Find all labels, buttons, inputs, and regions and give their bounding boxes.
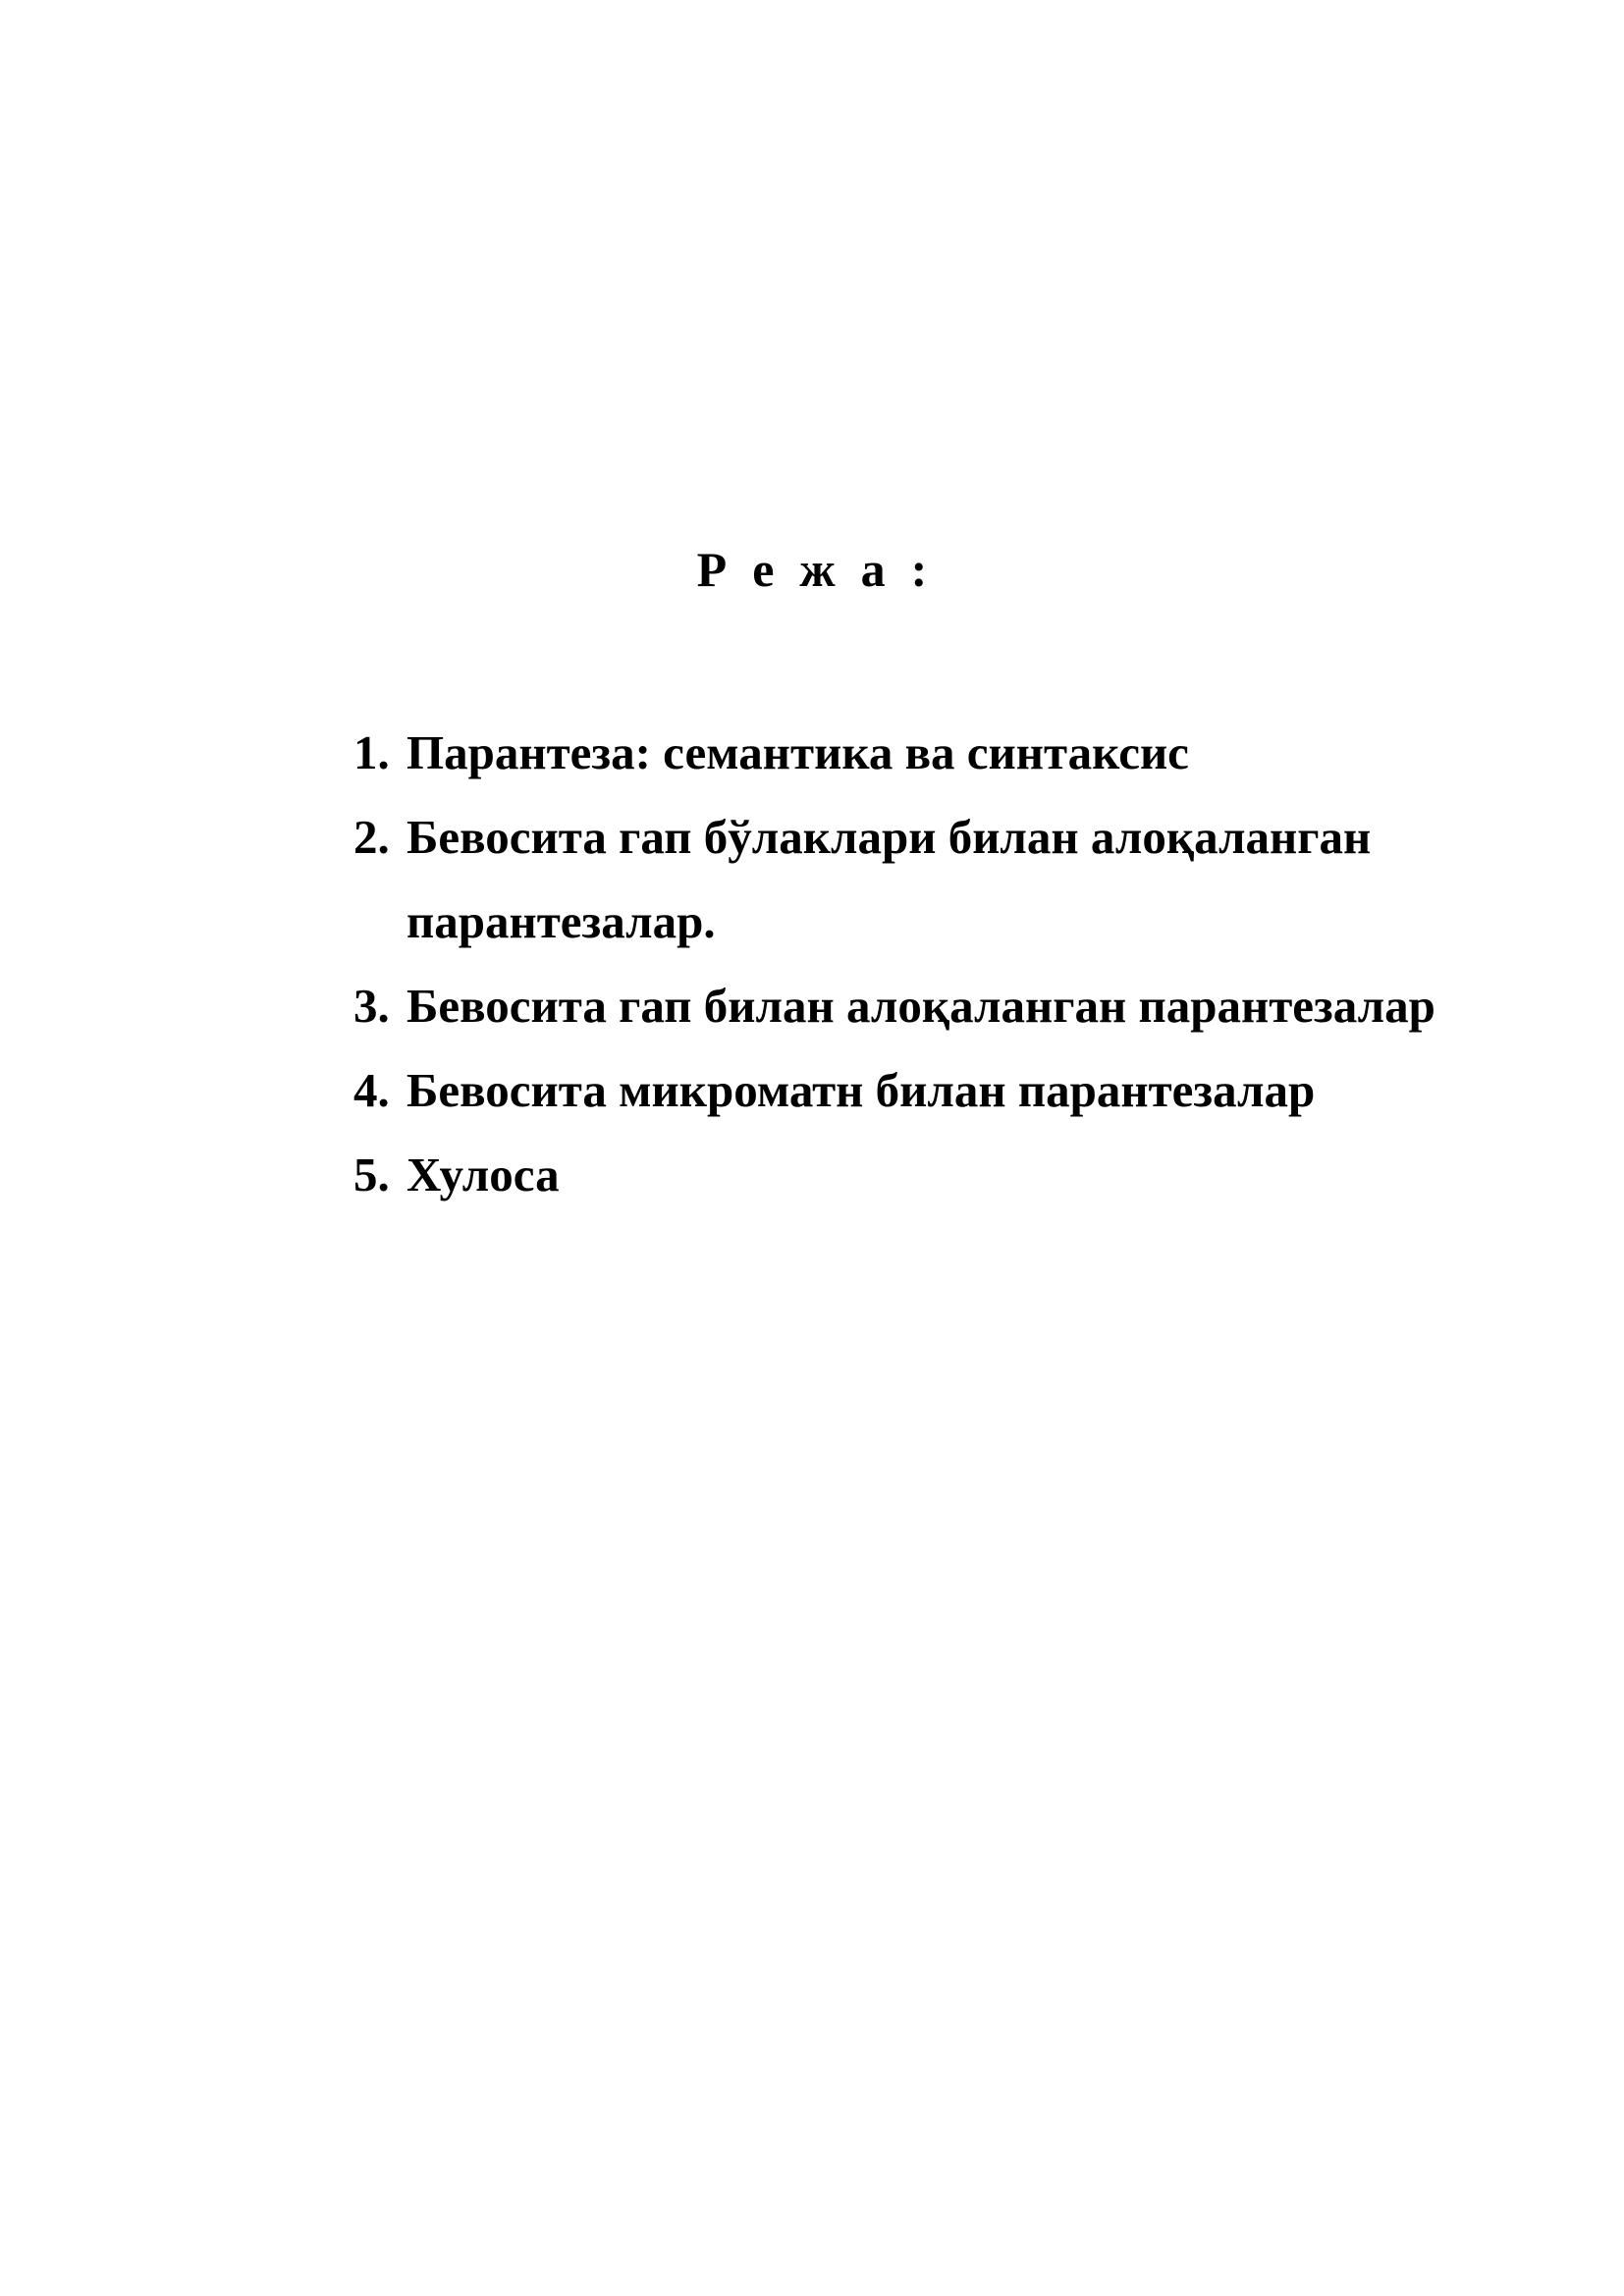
list-item-number: 3. — [353, 979, 390, 1033]
list-item-text — [406, 1048, 1551, 1133]
list-item-line: Бевосита гап билан алоқаланган парантезалар — [406, 979, 1435, 1033]
title-colon: : — [910, 542, 928, 597]
list-item-number: 5. — [353, 1148, 390, 1201]
list-item — [353, 964, 1551, 1048]
list-item — [353, 1048, 1551, 1133]
list-item-line: Бевосита гап бўлаклари билан алоқаланган — [406, 810, 1372, 864]
list-item-number: 1. — [353, 725, 390, 779]
list-item-line: Парантеза: семантика ва синтаксис — [406, 725, 1189, 779]
plan-list — [353, 711, 1551, 1217]
list-item-number: 2. — [353, 810, 390, 864]
list-item-text — [406, 711, 1551, 795]
page-title — [0, 530, 1624, 609]
title-letter: ж — [799, 542, 836, 597]
title-letter: Р — [696, 542, 728, 597]
title-letter: а — [860, 542, 886, 597]
list-item — [353, 711, 1551, 795]
list-item-text — [406, 964, 1551, 1048]
list-item-text — [406, 795, 1551, 964]
list-item-line: Хулоса — [406, 1148, 560, 1201]
title-letter: е — [752, 542, 775, 597]
list-item-line: парантезалар. — [406, 894, 716, 948]
list-item-line: Бевосита микроматн билан парантезалар — [406, 1063, 1316, 1117]
list-item-number: 4. — [353, 1063, 390, 1117]
list-item — [353, 1133, 1551, 1217]
list-item-text — [406, 1133, 1551, 1217]
list-item — [353, 795, 1551, 964]
